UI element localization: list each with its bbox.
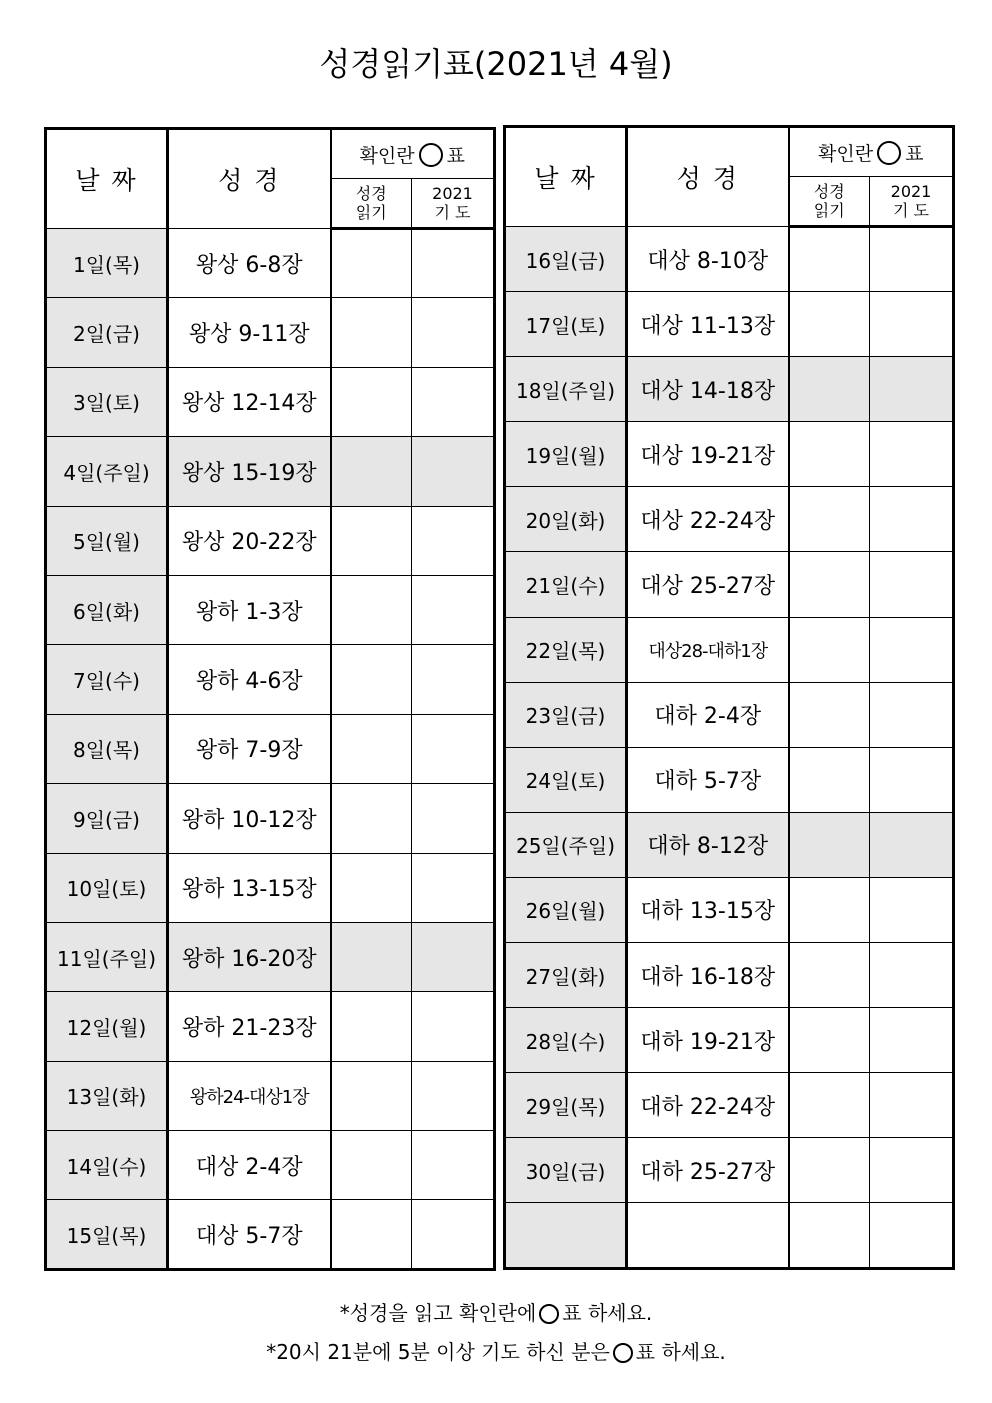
table-row: [46, 1131, 495, 1200]
prayer-check-box[interactable]: [412, 1131, 495, 1200]
date-cell: 9일(금): [46, 784, 168, 853]
read-check-box[interactable]: [331, 714, 412, 783]
date-cell: 16일(금): [505, 227, 627, 292]
prayer-check-box[interactable]: [870, 682, 954, 747]
date-cell: 7일(수): [46, 645, 168, 714]
date-cell: 5일(월): [46, 506, 168, 575]
footer-note-2: [0, 1336, 992, 1365]
table-row: [46, 1200, 495, 1269]
note-2-suffix: 표 하세요.: [635, 1340, 726, 1364]
reading-cell: 대상28-대하1장: [627, 617, 789, 682]
header-read: [789, 177, 870, 227]
read-check-box[interactable]: [789, 1203, 870, 1268]
prayer-check-box[interactable]: [412, 922, 495, 991]
note-2-text: *20시 21분에 5분 이상 기도 하신 분은: [266, 1340, 610, 1364]
prayer-check-box[interactable]: [412, 575, 495, 644]
reading-cell: 대하 8-12장: [627, 812, 789, 877]
table-row: [46, 1061, 495, 1130]
read-check-box[interactable]: [331, 298, 412, 367]
reading-cell: 대상 5-7장: [168, 1200, 331, 1269]
table-row: [46, 575, 495, 644]
reading-cell: 왕하 4-6장: [168, 645, 331, 714]
date-cell: 28일(수): [505, 1008, 627, 1073]
prayer-check-box[interactable]: [870, 357, 954, 422]
read-check-box[interactable]: [789, 1138, 870, 1203]
read-check-box[interactable]: [331, 645, 412, 714]
circle-icon: [613, 1343, 633, 1363]
circle-icon: [539, 1304, 559, 1324]
table-row: [505, 227, 954, 292]
date-cell: 20일(화): [505, 487, 627, 552]
table-row: [46, 714, 495, 783]
date-cell: 29일(목): [505, 1073, 627, 1138]
header-read-label: 성경 읽기: [813, 182, 845, 220]
reading-cell: 왕하 1-3장: [168, 575, 331, 644]
prayer-check-box[interactable]: [870, 747, 954, 812]
header-read-label: 성경 읽기: [355, 184, 387, 222]
table-row: [46, 784, 495, 853]
reading-cell: 왕상 15-19장: [168, 437, 331, 506]
prayer-check-box[interactable]: [412, 437, 495, 506]
date-cell: 2일(금): [46, 298, 168, 367]
reading-cell: 대하 13-15장: [627, 877, 789, 942]
header-check: [331, 129, 495, 179]
reading-cell: 대하 19-21장: [627, 1008, 789, 1073]
read-check-box[interactable]: [331, 1061, 412, 1130]
prayer-check-box[interactable]: [412, 1061, 495, 1130]
read-check-box[interactable]: [331, 229, 412, 298]
table-row: [505, 943, 954, 1008]
schedule-body-right: [505, 227, 954, 1269]
reading-cell: 왕하 13-15장: [168, 853, 331, 922]
read-check-box[interactable]: [789, 552, 870, 617]
read-check-box[interactable]: [789, 812, 870, 877]
date-cell: 10일(토): [46, 853, 168, 922]
prayer-check-box[interactable]: [870, 422, 954, 487]
table-row: [46, 437, 495, 506]
date-cell: 4일(주일): [46, 437, 168, 506]
table-row: [505, 552, 954, 617]
prayer-check-box[interactable]: [870, 292, 954, 357]
read-check-box[interactable]: [789, 422, 870, 487]
prayer-check-box[interactable]: [412, 367, 495, 436]
prayer-check-box[interactable]: [870, 1073, 954, 1138]
reading-cell: 대상 8-10장: [627, 227, 789, 292]
note-1-text: *성경을 읽고 확인란에: [339, 1301, 537, 1325]
header-read: [331, 179, 412, 229]
table-row: [505, 1203, 954, 1268]
date-cell: 22일(목): [505, 617, 627, 682]
date-cell: [505, 1203, 627, 1268]
reading-cell: 대상 22-24장: [627, 487, 789, 552]
date-cell: 30일(금): [505, 1138, 627, 1203]
prayer-check-box[interactable]: [870, 877, 954, 942]
reading-cell: 대하 2-4장: [627, 682, 789, 747]
reading-cell: 대하 22-24장: [627, 1073, 789, 1138]
table-row: [46, 298, 495, 367]
table-row: [46, 367, 495, 436]
date-cell: 12일(월): [46, 992, 168, 1061]
table-row: [505, 877, 954, 942]
date-cell: 8일(목): [46, 714, 168, 783]
header-check-label: 확인란: [818, 142, 874, 165]
header-check-label: 확인란: [359, 144, 415, 167]
table-row: [46, 229, 495, 298]
prayer-check-box[interactable]: [870, 617, 954, 682]
prayer-check-box[interactable]: [870, 552, 954, 617]
table-row: [505, 1008, 954, 1073]
read-check-box[interactable]: [789, 682, 870, 747]
date-cell: 3일(토): [46, 367, 168, 436]
read-check-box[interactable]: [789, 227, 870, 292]
prayer-check-box[interactable]: [870, 812, 954, 877]
read-check-box[interactable]: [331, 992, 412, 1061]
header-check: [789, 127, 954, 177]
read-check-box[interactable]: [331, 1131, 412, 1200]
reading-cell: 왕상 12-14장: [168, 367, 331, 436]
header-check-suffix: 표: [446, 144, 465, 167]
table-row: [46, 645, 495, 714]
table-row: [505, 292, 954, 357]
header-date: 날 짜: [505, 127, 627, 227]
table-row: [505, 422, 954, 487]
date-cell: 19일(월): [505, 422, 627, 487]
prayer-check-box[interactable]: [412, 1200, 495, 1269]
reading-cell: 대하 5-7장: [627, 747, 789, 812]
read-check-box[interactable]: [331, 1200, 412, 1269]
prayer-check-box[interactable]: [412, 645, 495, 714]
reading-cell: 대하 25-27장: [627, 1138, 789, 1203]
read-check-box[interactable]: [789, 617, 870, 682]
schedule-body-left: [46, 229, 495, 1270]
table-row: [505, 812, 954, 877]
date-cell: 21일(수): [505, 552, 627, 617]
read-check-box[interactable]: [789, 1008, 870, 1073]
footer-note-1: [0, 1297, 992, 1326]
read-check-box[interactable]: [331, 506, 412, 575]
table-row: [505, 617, 954, 682]
page-title: 성경읽기표(2021년 4월): [319, 45, 673, 83]
table-row: [46, 506, 495, 575]
prayer-check-box[interactable]: [412, 714, 495, 783]
header-check-suffix: 표: [905, 142, 924, 165]
prayer-check-box[interactable]: [412, 853, 495, 922]
prayer-check-box[interactable]: [412, 298, 495, 367]
table-row: [505, 487, 954, 552]
date-cell: 15일(목): [46, 1200, 168, 1269]
table-row: [505, 1073, 954, 1138]
date-cell: 26일(월): [505, 877, 627, 942]
read-check-box[interactable]: [789, 877, 870, 942]
header-pray-label: 2021 기 도: [890, 182, 932, 220]
date-cell: 24일(토): [505, 747, 627, 812]
prayer-check-box[interactable]: [412, 784, 495, 853]
date-cell: 14일(수): [46, 1131, 168, 1200]
prayer-check-box[interactable]: [412, 229, 495, 298]
reading-cell: 왕상 9-11장: [168, 298, 331, 367]
header-scripture: 성 경: [168, 129, 331, 229]
table-row: [505, 682, 954, 747]
date-cell: 11일(주일): [46, 922, 168, 991]
date-cell: 1일(목): [46, 229, 168, 298]
date-cell: 27일(화): [505, 943, 627, 1008]
schedule-table-right: [503, 125, 955, 1270]
date-cell: 17일(토): [505, 292, 627, 357]
read-check-box[interactable]: [331, 575, 412, 644]
prayer-check-box[interactable]: [870, 1138, 954, 1203]
table-row: [46, 853, 495, 922]
table-row: [46, 992, 495, 1061]
date-cell: 6일(화): [46, 575, 168, 644]
read-check-box[interactable]: [789, 357, 870, 422]
reading-cell: 대상 19-21장: [627, 422, 789, 487]
circle-icon: [419, 143, 443, 167]
reading-cell: 대하 16-18장: [627, 943, 789, 1008]
read-check-box[interactable]: [789, 1073, 870, 1138]
read-check-box[interactable]: [331, 853, 412, 922]
prayer-check-box[interactable]: [870, 943, 954, 1008]
table-row: [46, 922, 495, 991]
header-pray-label: 2021 기 도: [432, 184, 473, 222]
circle-icon: [877, 141, 901, 165]
read-check-box[interactable]: [789, 747, 870, 812]
read-check-box[interactable]: [789, 487, 870, 552]
reading-cell: 왕상 6-8장: [168, 229, 331, 298]
prayer-check-box[interactable]: [870, 487, 954, 552]
date-cell: 13일(화): [46, 1061, 168, 1130]
reading-cell: 대상 2-4장: [168, 1131, 331, 1200]
table-row: [505, 1138, 954, 1203]
reading-cell: 왕하 21-23장: [168, 992, 331, 1061]
header-pray: [870, 177, 954, 227]
reading-cell: 왕상 20-22장: [168, 506, 331, 575]
read-check-box[interactable]: [789, 292, 870, 357]
note-1-suffix: 표 하세요.: [562, 1301, 653, 1325]
reading-cell: 왕하24-대상1장: [168, 1061, 331, 1130]
prayer-check-box[interactable]: [870, 1008, 954, 1073]
read-check-box[interactable]: [789, 943, 870, 1008]
reading-cell: 왕하 10-12장: [168, 784, 331, 853]
header-pray: [412, 179, 495, 229]
reading-cell: 대상 11-13장: [627, 292, 789, 357]
header-date: 날 짜: [46, 129, 168, 229]
prayer-check-box[interactable]: [412, 506, 495, 575]
reading-cell: 왕하 16-20장: [168, 922, 331, 991]
prayer-check-box[interactable]: [870, 1203, 954, 1268]
table-row: [505, 357, 954, 422]
reading-cell: 대상 25-27장: [627, 552, 789, 617]
read-check-box[interactable]: [331, 922, 412, 991]
reading-cell: [627, 1203, 789, 1268]
schedule-table-left: [44, 127, 496, 1271]
date-cell: 23일(금): [505, 682, 627, 747]
date-cell: 25일(주일): [505, 812, 627, 877]
header-scripture: 성 경: [627, 127, 789, 227]
read-check-box[interactable]: [331, 437, 412, 506]
prayer-check-box[interactable]: [412, 992, 495, 1061]
read-check-box[interactable]: [331, 367, 412, 436]
reading-cell: 대상 14-18장: [627, 357, 789, 422]
date-cell: 18일(주일): [505, 357, 627, 422]
prayer-check-box[interactable]: [870, 227, 954, 292]
reading-cell: 왕하 7-9장: [168, 714, 331, 783]
table-row: [505, 747, 954, 812]
read-check-box[interactable]: [331, 784, 412, 853]
